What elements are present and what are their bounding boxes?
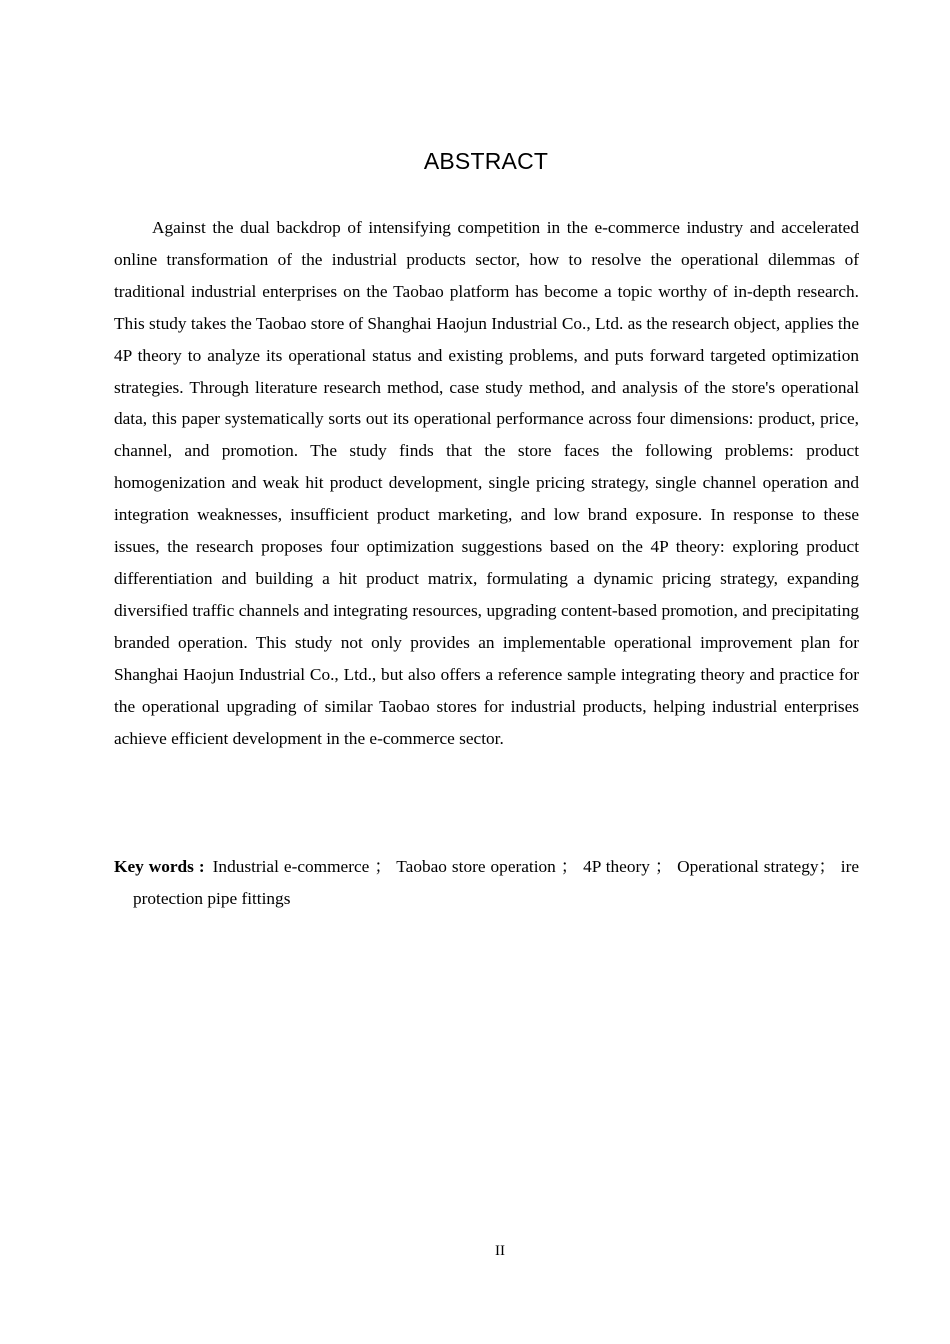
keywords-label: Key words : [114, 857, 205, 876]
keywords-line [114, 851, 859, 915]
abstract-paragraph: Against the dual backdrop of intensifying competition in the e-commerce industry and accelerated online transformation of the industrial products sector, how to resolve the operational dilemmas of traditional industrial enterprises on the Taobao platform has become a topic worthy of in-depth research. This study takes the Taobao store of Shanghai Haojun Industrial Co., Ltd. as the research object, applies the 4P theory to analyze its operational status and existing problems, and puts forward targeted optimization strategies. Through literature research method, case study method, and analysis of the store's operational data, this paper systematically sorts out its operational performance across four dimensions: product, price, channel, and promotion. The study finds that the store faces the following problems: product homogenization and weak hit product development, single pricing strategy, single channel operation and integration weaknesses, insufficient product marketing, and low brand exposure. In response to these issues, the research proposes four optimization suggestions based on the 4P theory: exploring product differentiation and building a hit product matrix, formulating a dynamic pricing strategy, expanding diversified traffic channels and integrating resources, upgrading content-based promotion, and precipitating branded operation. This study not only provides an implementable operational improvement plan for Shanghai Haojun Industrial Co., Ltd., but also offers a reference sample integrating theory and practice for the operational upgrading of similar Taobao stores for industrial products, helping industrial enterprises achieve efficient development in the e-commerce sector. [114, 218, 859, 748]
keywords-text: Industrial e-commerce ； Taobao store operation ； 4P theory ； Operational strategy； ire protection pipe fittings [133, 857, 859, 908]
abstract-title: ABSTRACT [423, 148, 549, 174]
page-number: II [495, 1243, 505, 1259]
